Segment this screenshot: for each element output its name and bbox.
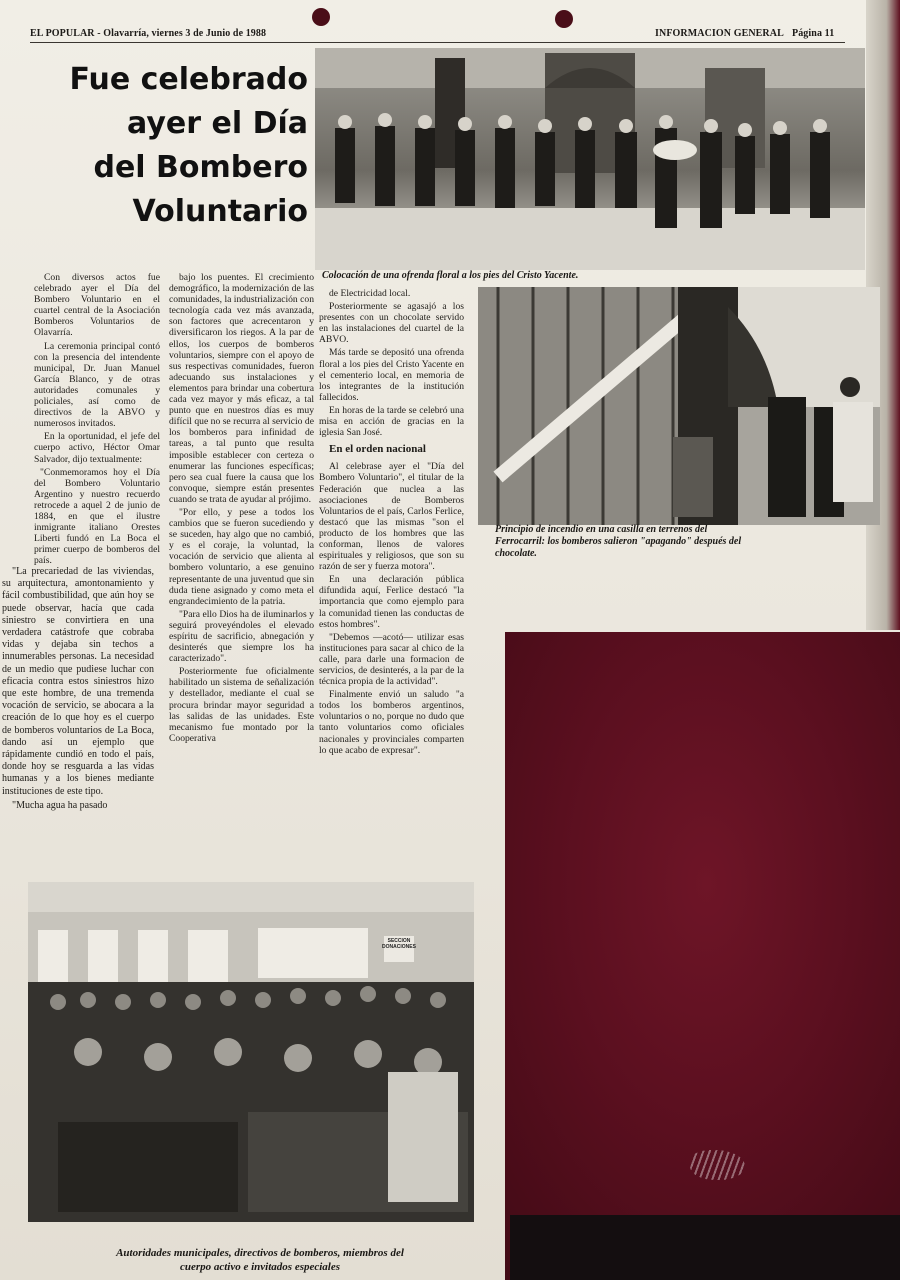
article-paragraph: La ceremonia principal contó con la presencia del intendente municipal, Dr. Juan Manuel García Blanco, y de otras autoridades comunales y policiales, así como de directivos de la ABVO y numerosos invitados. (34, 340, 160, 430)
article-paragraph: Con diversos actos fue celebrado ayer el Día del Bombero Voluntario en el cuartel central de la Asociación Bomberos Voluntarios de Olavarría. (34, 272, 160, 339)
board-scratch-mark (690, 1150, 745, 1180)
article-paragraph: "Para ello Dios ha de iluminarlos y seguirá proveyéndoles el elevado espíritu de sacrificio, abnegación y desinterés que siempre los ha caracterizado". (169, 608, 314, 665)
article-paragraph: En horas de la tarde se celebró una misa en acción de gracias en la iglesia San José. (319, 404, 464, 439)
article-column-3 (319, 288, 464, 758)
article-paragraph: "Mucha agua ha pasado (12, 799, 108, 811)
article-paragraph: Finalmente envió un saludo "a todos los bomberos argentinos, voluntarios o no, porque no dudo que tanto voluntarios como oficiales nacionales y provinciales comparten lo que acabo de expresar". (319, 689, 464, 756)
masthead-date: EL POPULAR - Olavarría, viernes 3 de Junio de 1988 (30, 28, 267, 39)
masthead-section: INFORMACION GENERAL (655, 28, 784, 39)
caption-parade: Colocación de una ofrenda floral a los pies del Cristo Yacente. (322, 270, 579, 281)
article-column-1 (34, 272, 160, 568)
article-paragraph: En la oportunidad, el jefe del cuerpo activo, Héctor Omar Salvador, dijo textualmente: (34, 431, 160, 465)
article-paragraph: "Por ello, y pese a todos los cambios que se fueron sucediendo y se suceden, hay algo que no cambió, y es el coraje, la voluntad, la vocación de servicio que alienta al bombero voluntario, a ese genuino representante de una juventud que sin duda tiene asignado y como meta el engrandecimiento de la patria. (169, 506, 314, 607)
article-paragraph: Posteriormente se agasajó a los presentes con un chocolate servido en las instalaciones del cuartel de la ABVO. (319, 301, 464, 346)
hall-sign: SECCION DONACIONES (382, 938, 416, 950)
article-paragraph: de Electricidad local. (329, 288, 411, 299)
background-board (470, 620, 900, 1280)
binder-hole-left (312, 8, 330, 26)
photo-parade (315, 48, 865, 270)
article-subhead: En el orden nacional (329, 443, 426, 456)
photo-hall (28, 882, 474, 1222)
headline (40, 58, 308, 234)
headline-line: Fue celebrado (69, 62, 308, 97)
masthead-page: Página 11 (792, 28, 835, 39)
article-paragraph: Más tarde se depositó una ofrenda floral a los pies del Cristo Yacente en el cementerio local, en memoria de los integrantes de la institución fallecidos. (319, 347, 464, 403)
caption-hall: Autoridades municipales, directivos de bomberos, miembros del cuerpo activo e invitados especiales (116, 1247, 404, 1273)
board-shadow (510, 1215, 900, 1280)
article-paragraph: En una declaración pública difundida aquí, Ferlice destacó "la importancia que como ejemplo para la comunidad tienen las conductas de estos hombres". (319, 574, 464, 630)
article-column-1b (2, 566, 154, 814)
article-paragraph: Al celebrase ayer el "Día del Bombero Voluntario", el titular de la Federación que nuclea a las asociaciones de Bomberos Voluntarios de el país, Carlos Ferlice, destacó que las mismas "son el producto de los hombres que las conforman, llenos de valores espirituales y religiosos, que son su razón de ser y fuerza motora". (319, 461, 464, 573)
photo-fire (478, 287, 880, 525)
headline-line: ayer el Día (127, 106, 308, 141)
article-paragraph: "Debemos —acotó— utilizar esas instituciones para sacar al chico de la calle, para darle una formacion de servicios, de desinterés, a la par de la técnica propia de la actividad". (319, 631, 464, 688)
caption-fire: Principio de incendio en una casilla en terrenos del Ferrocarril: los bomberos salieron "apagando" después del chocolate. (495, 524, 742, 559)
article-paragraph: Posteriormente fue oficialmente habilitado un sistema de señalización y destellador, mediante el cual se procura brindar mayor seguridad a las salidas de las unidades. Este mecanismo fue montado por la Cooperativa (169, 666, 314, 744)
headline-line: del Bombero (93, 150, 308, 185)
binder-hole-right (555, 10, 573, 28)
article-paragraph: "Conmemoramos hoy el Día del Bombero Voluntario Argentino y nuestro recuerdo retrocede a aquel 2 de junio de 1884, en que el ilustre inmigrante italiano Orestes Liberti fundó en La Boca el primer cuerpo de bomberos del país. (34, 466, 160, 567)
masthead-rule (30, 42, 845, 43)
article-column-2 (169, 272, 314, 746)
headline-line: Voluntario (132, 194, 308, 229)
article-paragraph: "La precariedad de las viviendas, su arquitectura, amontonamiento y fácil combustibilidad, que aún hoy se puede observar, hacía que cada siniestro se convirtiera en una verdadera catástrofe que cobraba vidas y dejaba sin techos a innumerables personas. La necesidad de un medio que pudiese luchar con eficacia contra estos siniestros hizo que este hombre, de una tremenda vocación de servicio, se abocara a la creación de lo que hoy es el cuerpo de bomberos voluntarios de La Boca, dando así un ejemplo que rápidamente cundió en todo el país, donde hoy se resguarda a las vidas humanas y a los bienes mediante instituciones de este tipo. (2, 566, 154, 797)
article-paragraph: bajo los puentes. El crecimiento demográfico, la modernización de las comunidades, la industrialización con tecnología cada vez más avanzada, son factores que acrecentaron y diversificaron los riegos. A la par de ellos, los cuerpos de bomberos voluntarios, siempre con el apoyo de sus respectivas comunidades, fueron adecuando sus instalaciones y elementos para brindar una cobertura cada vez mayor y más eficaz, a tal punto que en nuestros días es muy difícil que no se recurra al servicio de los bomberos para infinidad de tareas, a tal punto que resulta imposible establecer con certeza o enumerar las funciones específicas; pero sea cual fuere la causa que los convoque, siempre están presentes cuando se trata de ayudar al prójimo. (169, 272, 314, 505)
